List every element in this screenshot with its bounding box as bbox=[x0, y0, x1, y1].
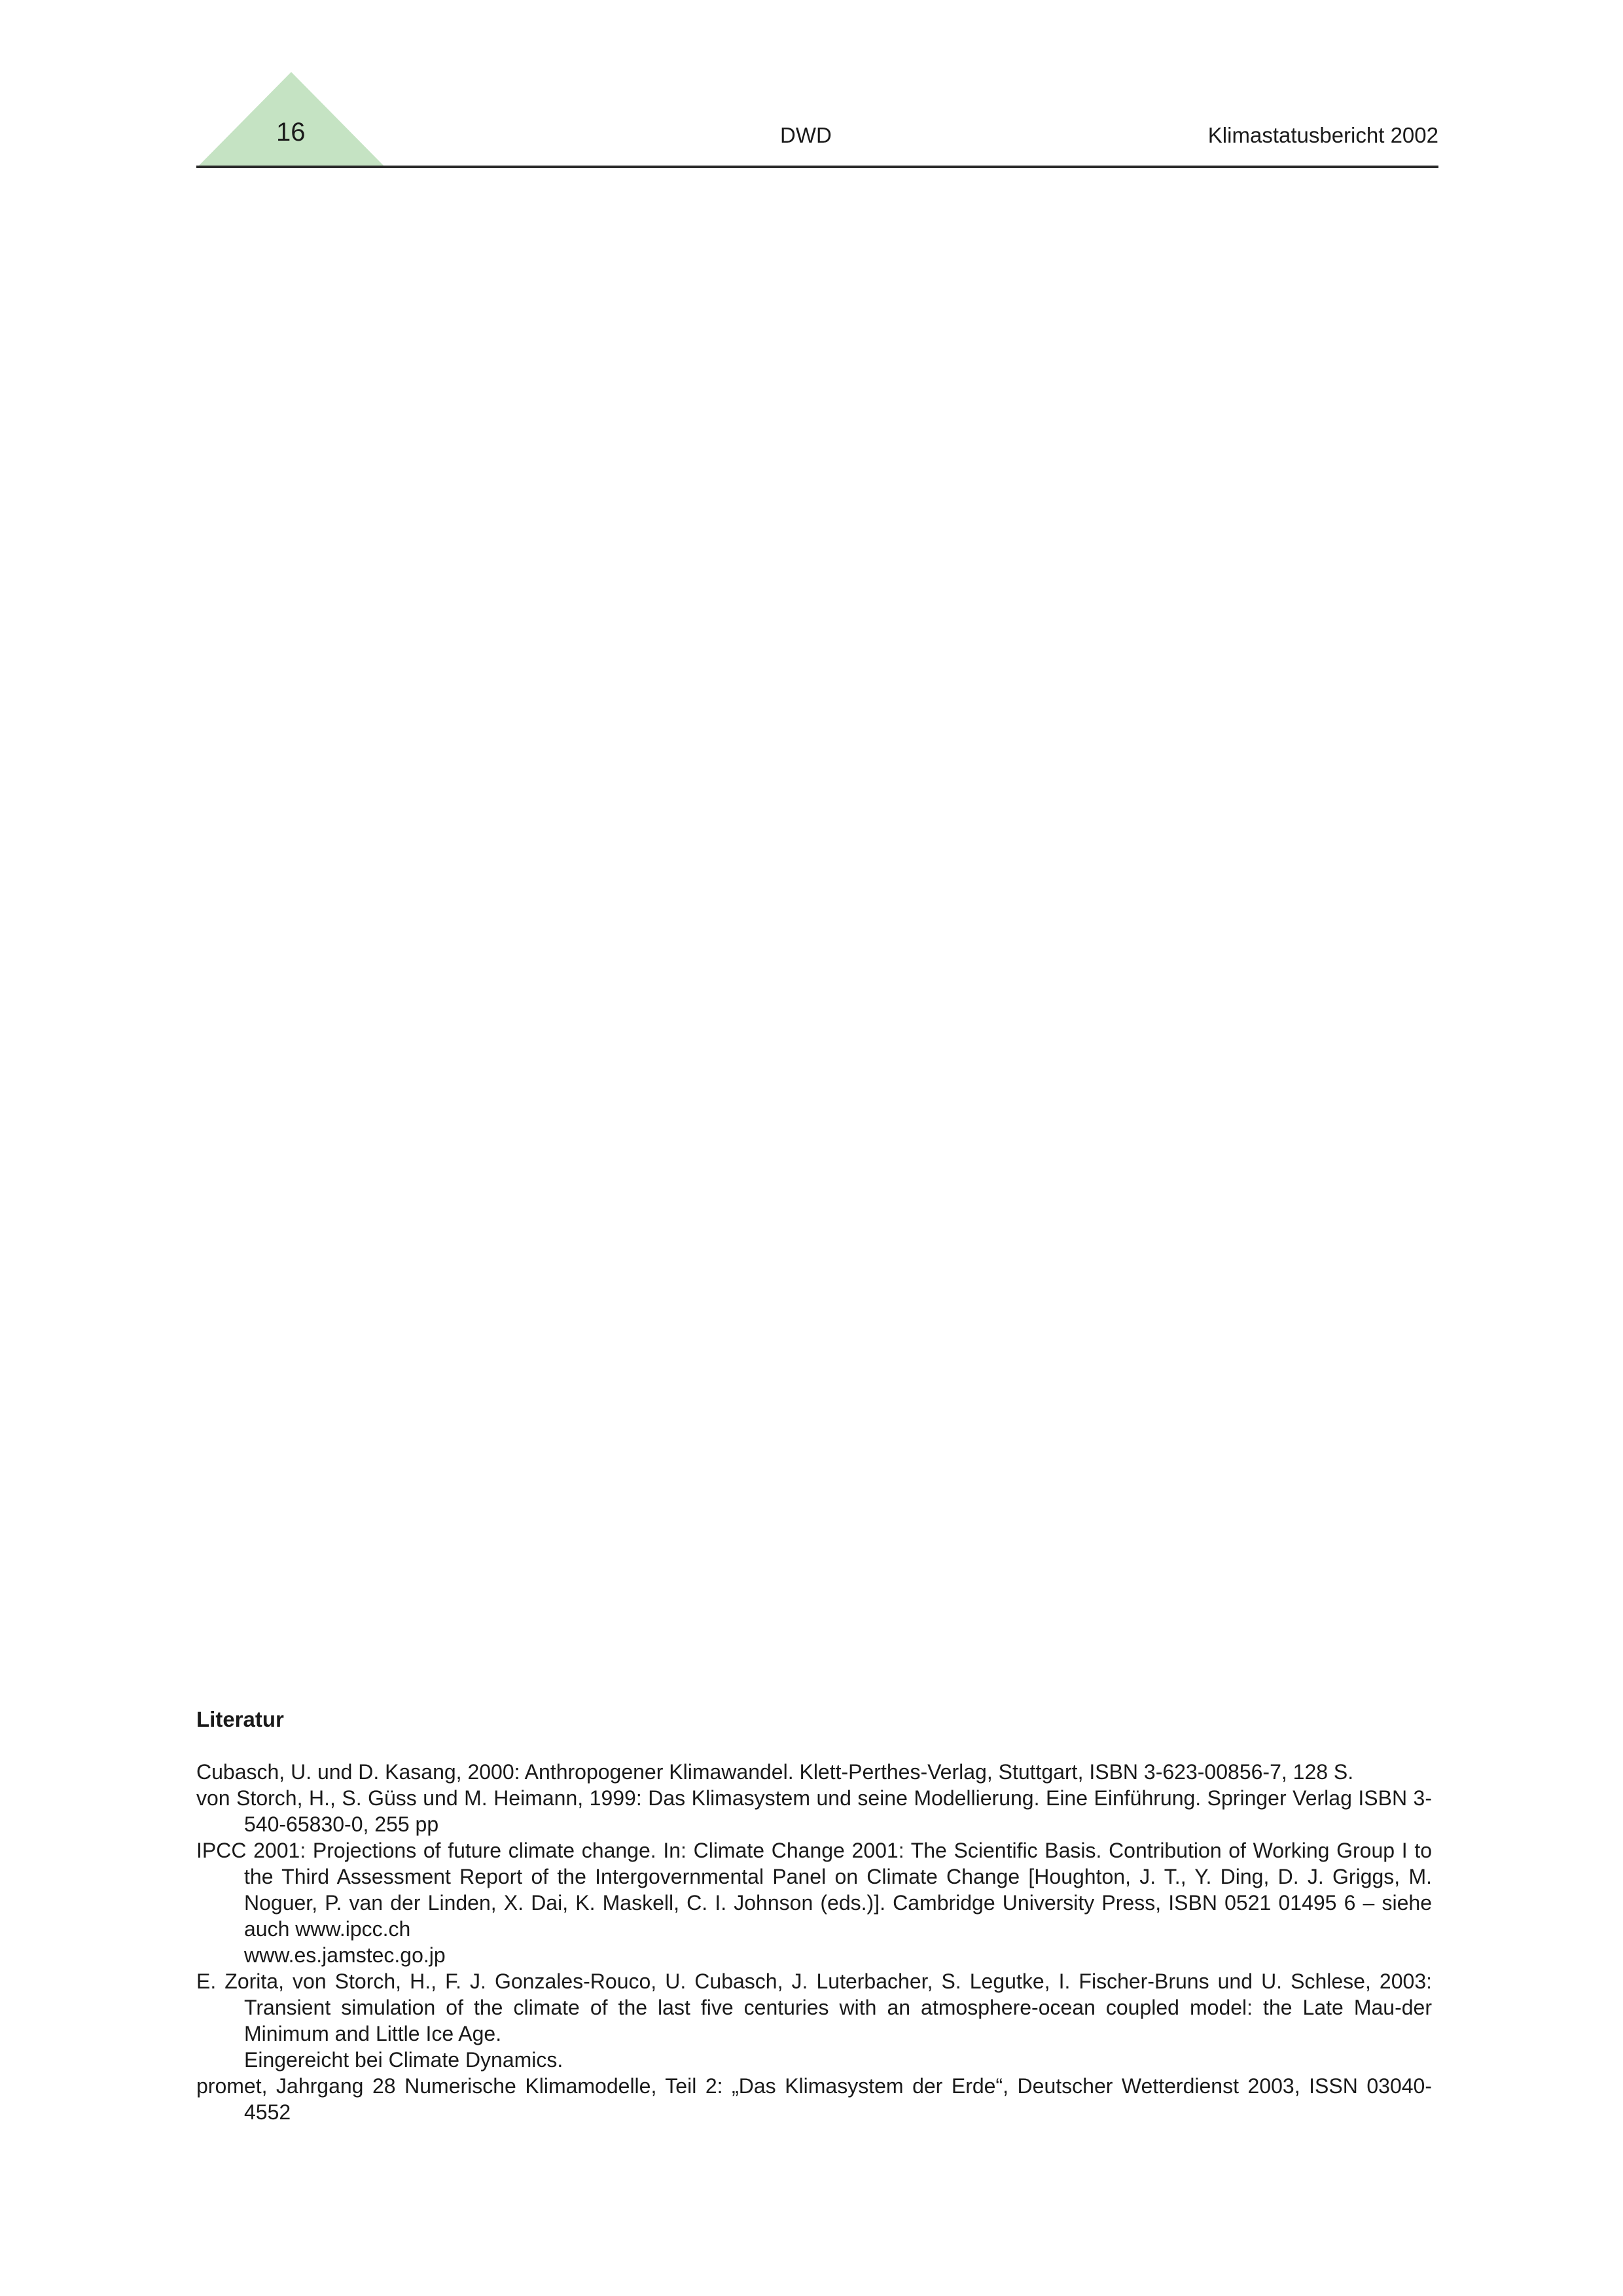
reference-list bbox=[196, 1759, 1432, 2125]
literature-section bbox=[196, 1706, 1432, 2125]
reference-item bbox=[196, 1785, 1432, 1837]
reference-text: E. Zorita, von Storch, H., F. J. Gonzales-Rouco, U. Cubasch, J. Luterbacher, S. Legutke, I. Fischer-Bruns und U. Schlese, 2003: Transient simulation of the climate of the last five centuries with an atmosphere-ocean coupled model: the Late Mau-der Minimum and Little Ice Age. bbox=[196, 1969, 1432, 2045]
reference-text: von Storch, H., S. Güss und M. Heimann, 1999: Das Klimasystem und seine Modellierung. Eine Einführung. Springer Verlag ISBN 3-540-65830-0, 255 pp bbox=[196, 1786, 1432, 1836]
reference-note: Eingereicht bei Climate Dynamics. bbox=[244, 2048, 563, 2072]
header-report-title: Klimastatusbericht 2002 bbox=[1207, 123, 1438, 147]
reference-item bbox=[196, 2073, 1432, 2125]
header-publisher: DWD bbox=[780, 123, 832, 147]
reference-text: Cubasch, U. und D. Kasang, 2000: Anthropogener Klimawandel. Klett-Perthes-Verlag, Stuttgart, ISBN 3-623-00856-7, 128 S. bbox=[196, 1760, 1354, 1784]
header-rule bbox=[196, 166, 1438, 168]
reference-item bbox=[196, 1759, 1432, 1785]
reference-item bbox=[196, 1968, 1432, 2073]
page-number: 16 bbox=[276, 118, 306, 147]
reference-text: promet, Jahrgang 28 Numerische Klimamodelle, Teil 2: „Das Klimasystem der Erde“, Deutscher Wetterdienst 2003, ISSN 03040-4552 bbox=[196, 2074, 1432, 2124]
page-header bbox=[196, 65, 1438, 170]
reference-item bbox=[196, 1837, 1432, 1968]
literature-heading: Literatur bbox=[196, 1707, 284, 1731]
reference-text: IPCC 2001: Projections of future climate change. In: Climate Change 2001: The Scientific Basis. Contribution of Working Group I to the Third Assessment Report of the Intergovernmental Panel on Climate Change [Houghton, J. T., Y. Ding, D. J. Griggs, M. Noguer, P. van der Linden, X. Dai, K. Maskell, C. I. Johnson (eds.)]. Cambridge University Press, ISBN 0521 01495 6 – siehe auch www.ipcc.ch bbox=[196, 1839, 1432, 1941]
reference-url[interactable]: www.es.jamstec.go.jp bbox=[244, 1943, 446, 1967]
